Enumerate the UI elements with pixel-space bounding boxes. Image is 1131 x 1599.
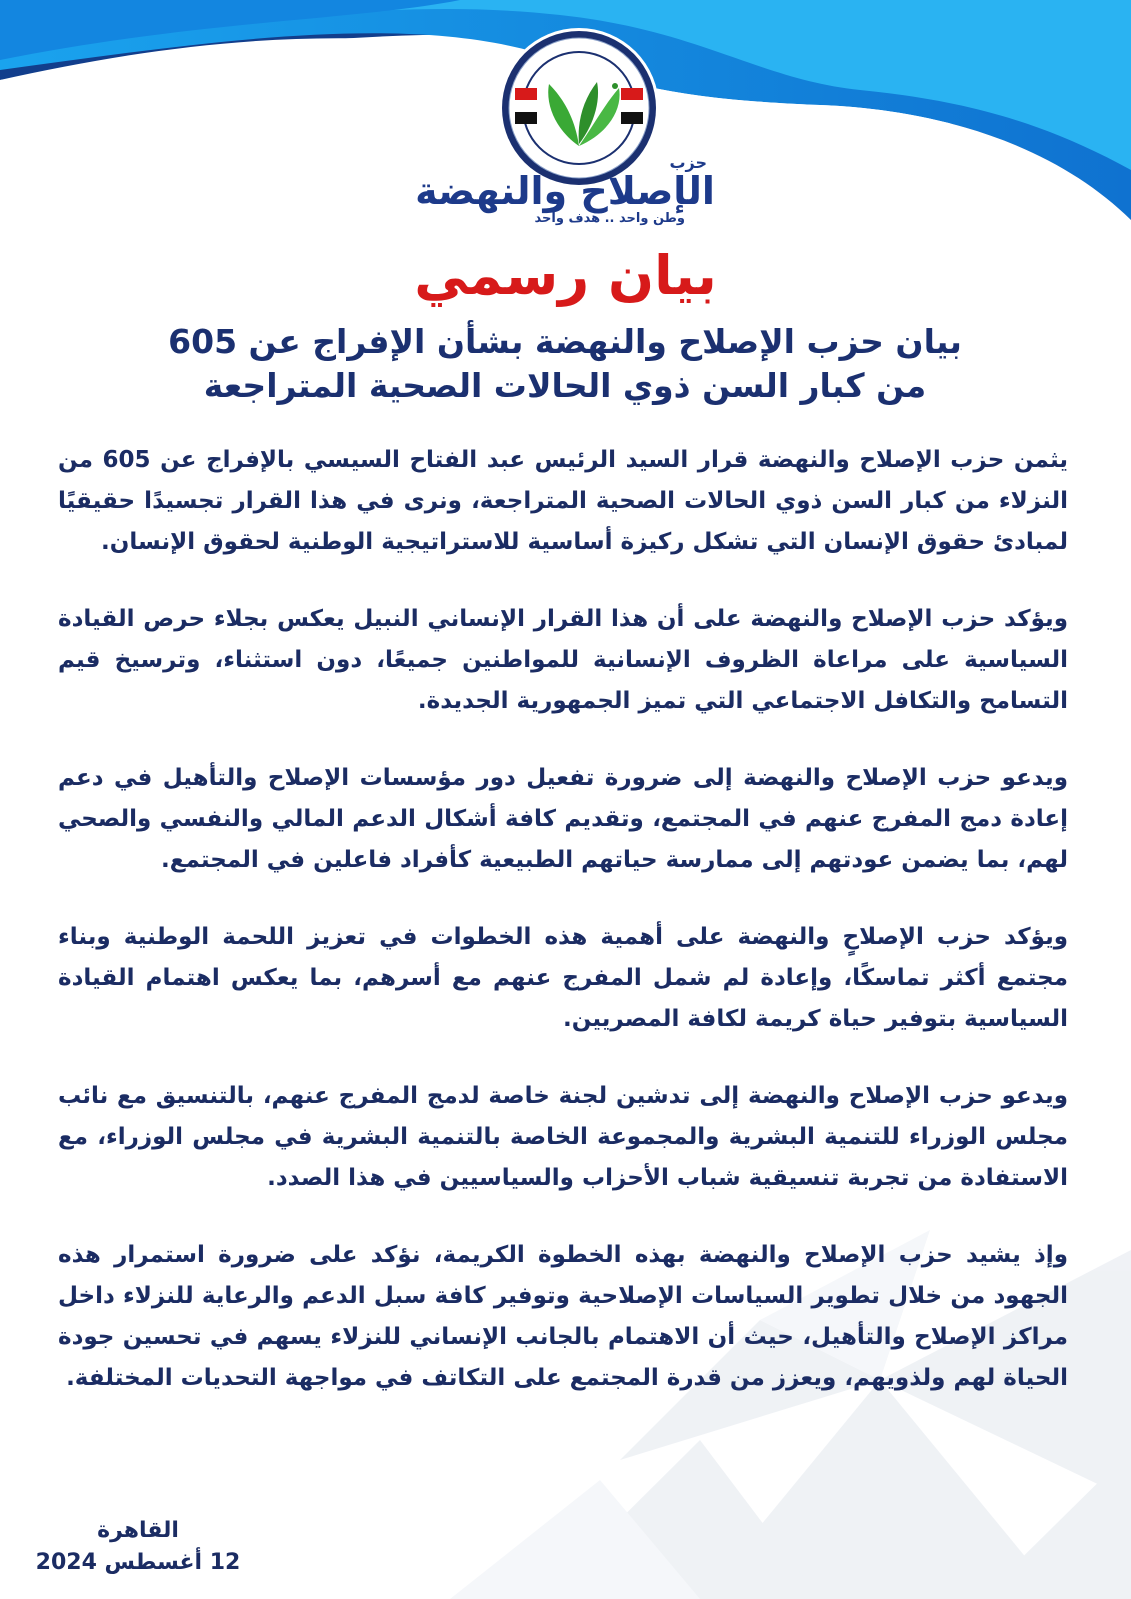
paragraph: ويدعو حزب الإصلاح والنهضة إلى تدشين لجنة خاصة لدمج المفرج عنهم، بالتنسيق مع نائب مجلس الوزراء للتنمية البشرية والمجموعة الخاصة بالتنمية البشرية في مجلس الوزراء، مع الاستفادة من تجربة تنسيقية شباب الأحزاب والسياسيين في هذا الصدد. [58, 1083, 1068, 1191]
party-tagline: وطن واحد .. هدف واحد [534, 211, 685, 226]
party-small-label: حزب [669, 153, 707, 172]
party-name: الإصلاح والنهضة [415, 169, 715, 213]
paragraph: ويؤكد حزب الإصلاحٍ والنهضة على أهمية هذه الخطوات في تعزيز اللحمة الوطنية وبناء مجتمع أكثر تماسكًا، وإعادة لم شمل المفرج عنهم مع أسرهم، بما يعكس اهتمام القيادة السياسية بتوفير حياة كريمة لكافة المصريين. [58, 924, 1068, 1032]
paragraph: ويدعو حزب الإصلاح والنهضة إلى ضرورة تفعيل دور مؤسسات الإصلاح والتأهيل في دعم إعادة دمج المفرج عنهم في المجتمع، وتقديم كافة أشكال الدعم المالي والنفسي والصحي لهم، بما يضمن عودتهم إلى ممارسة حياتهم الطبيعية كأفراد فاعلين في المجتمع. [58, 765, 1068, 873]
party-wordmark [415, 155, 715, 227]
signature-block [28, 1515, 248, 1579]
date-label: 12 أغسطس 2024 [35, 1550, 241, 1575]
header [0, 0, 1131, 240]
paragraph: وإذ يشيد حزب الإصلاح والنهضة بهذه الخطوة الكريمة، نؤكد على ضرورة استمرار هذه الجهود من خلال تطوير السياسات الإصلاحية وتوفير كافة سبل الدعم والرعاية للنزلاء داخل مراكز الإصلاح والتأهيل، حيث أن الاهتمام بالجانب الإنساني للنزلاء يسهم في تحسين جودة الحياة لهم ولذويهم، ويعزز من قدرة المجتمع على التكاتف في مواجهة التحديات المختلفة. [58, 1242, 1068, 1391]
city-label: القاهرة [97, 1518, 179, 1543]
statement-subject: بيان حزب الإصلاح والنهضة بشأن الإفراج عن 605 من كبار السن ذوي الحالات الصحية المتراجعة [168, 322, 962, 405]
paragraph: يثمن حزب الإصلاح والنهضة قرار السيد الرئيس عبد الفتاح السيسي بالإفراج عن 605 من النزلاء من كبار السن ذوي الحالات الصحية المتراجعة، ونرى في هذا القرار تجسيدًا حقيقيًا لمبادئ حقوق الإنسان التي تشكل ركيزة أساسية للاستراتيجية الوطنية لحقوق الإنسان. [58, 447, 1068, 555]
statement-body [58, 440, 1068, 1435]
statement-heading: بيان رسمي [414, 244, 717, 307]
paragraph: ويؤكد حزب الإصلاح والنهضة على أن هذا القرار الإنساني النبيل يعكس بجلاء حرص القيادة السياسية على مراعاة الظروف الإنسانية للمواطنين جميعًا، دون استثناء، وترسيخ قيم التسامح والتكافل الاجتماعي التي تميز الجمهورية الجديدة. [58, 606, 1068, 714]
